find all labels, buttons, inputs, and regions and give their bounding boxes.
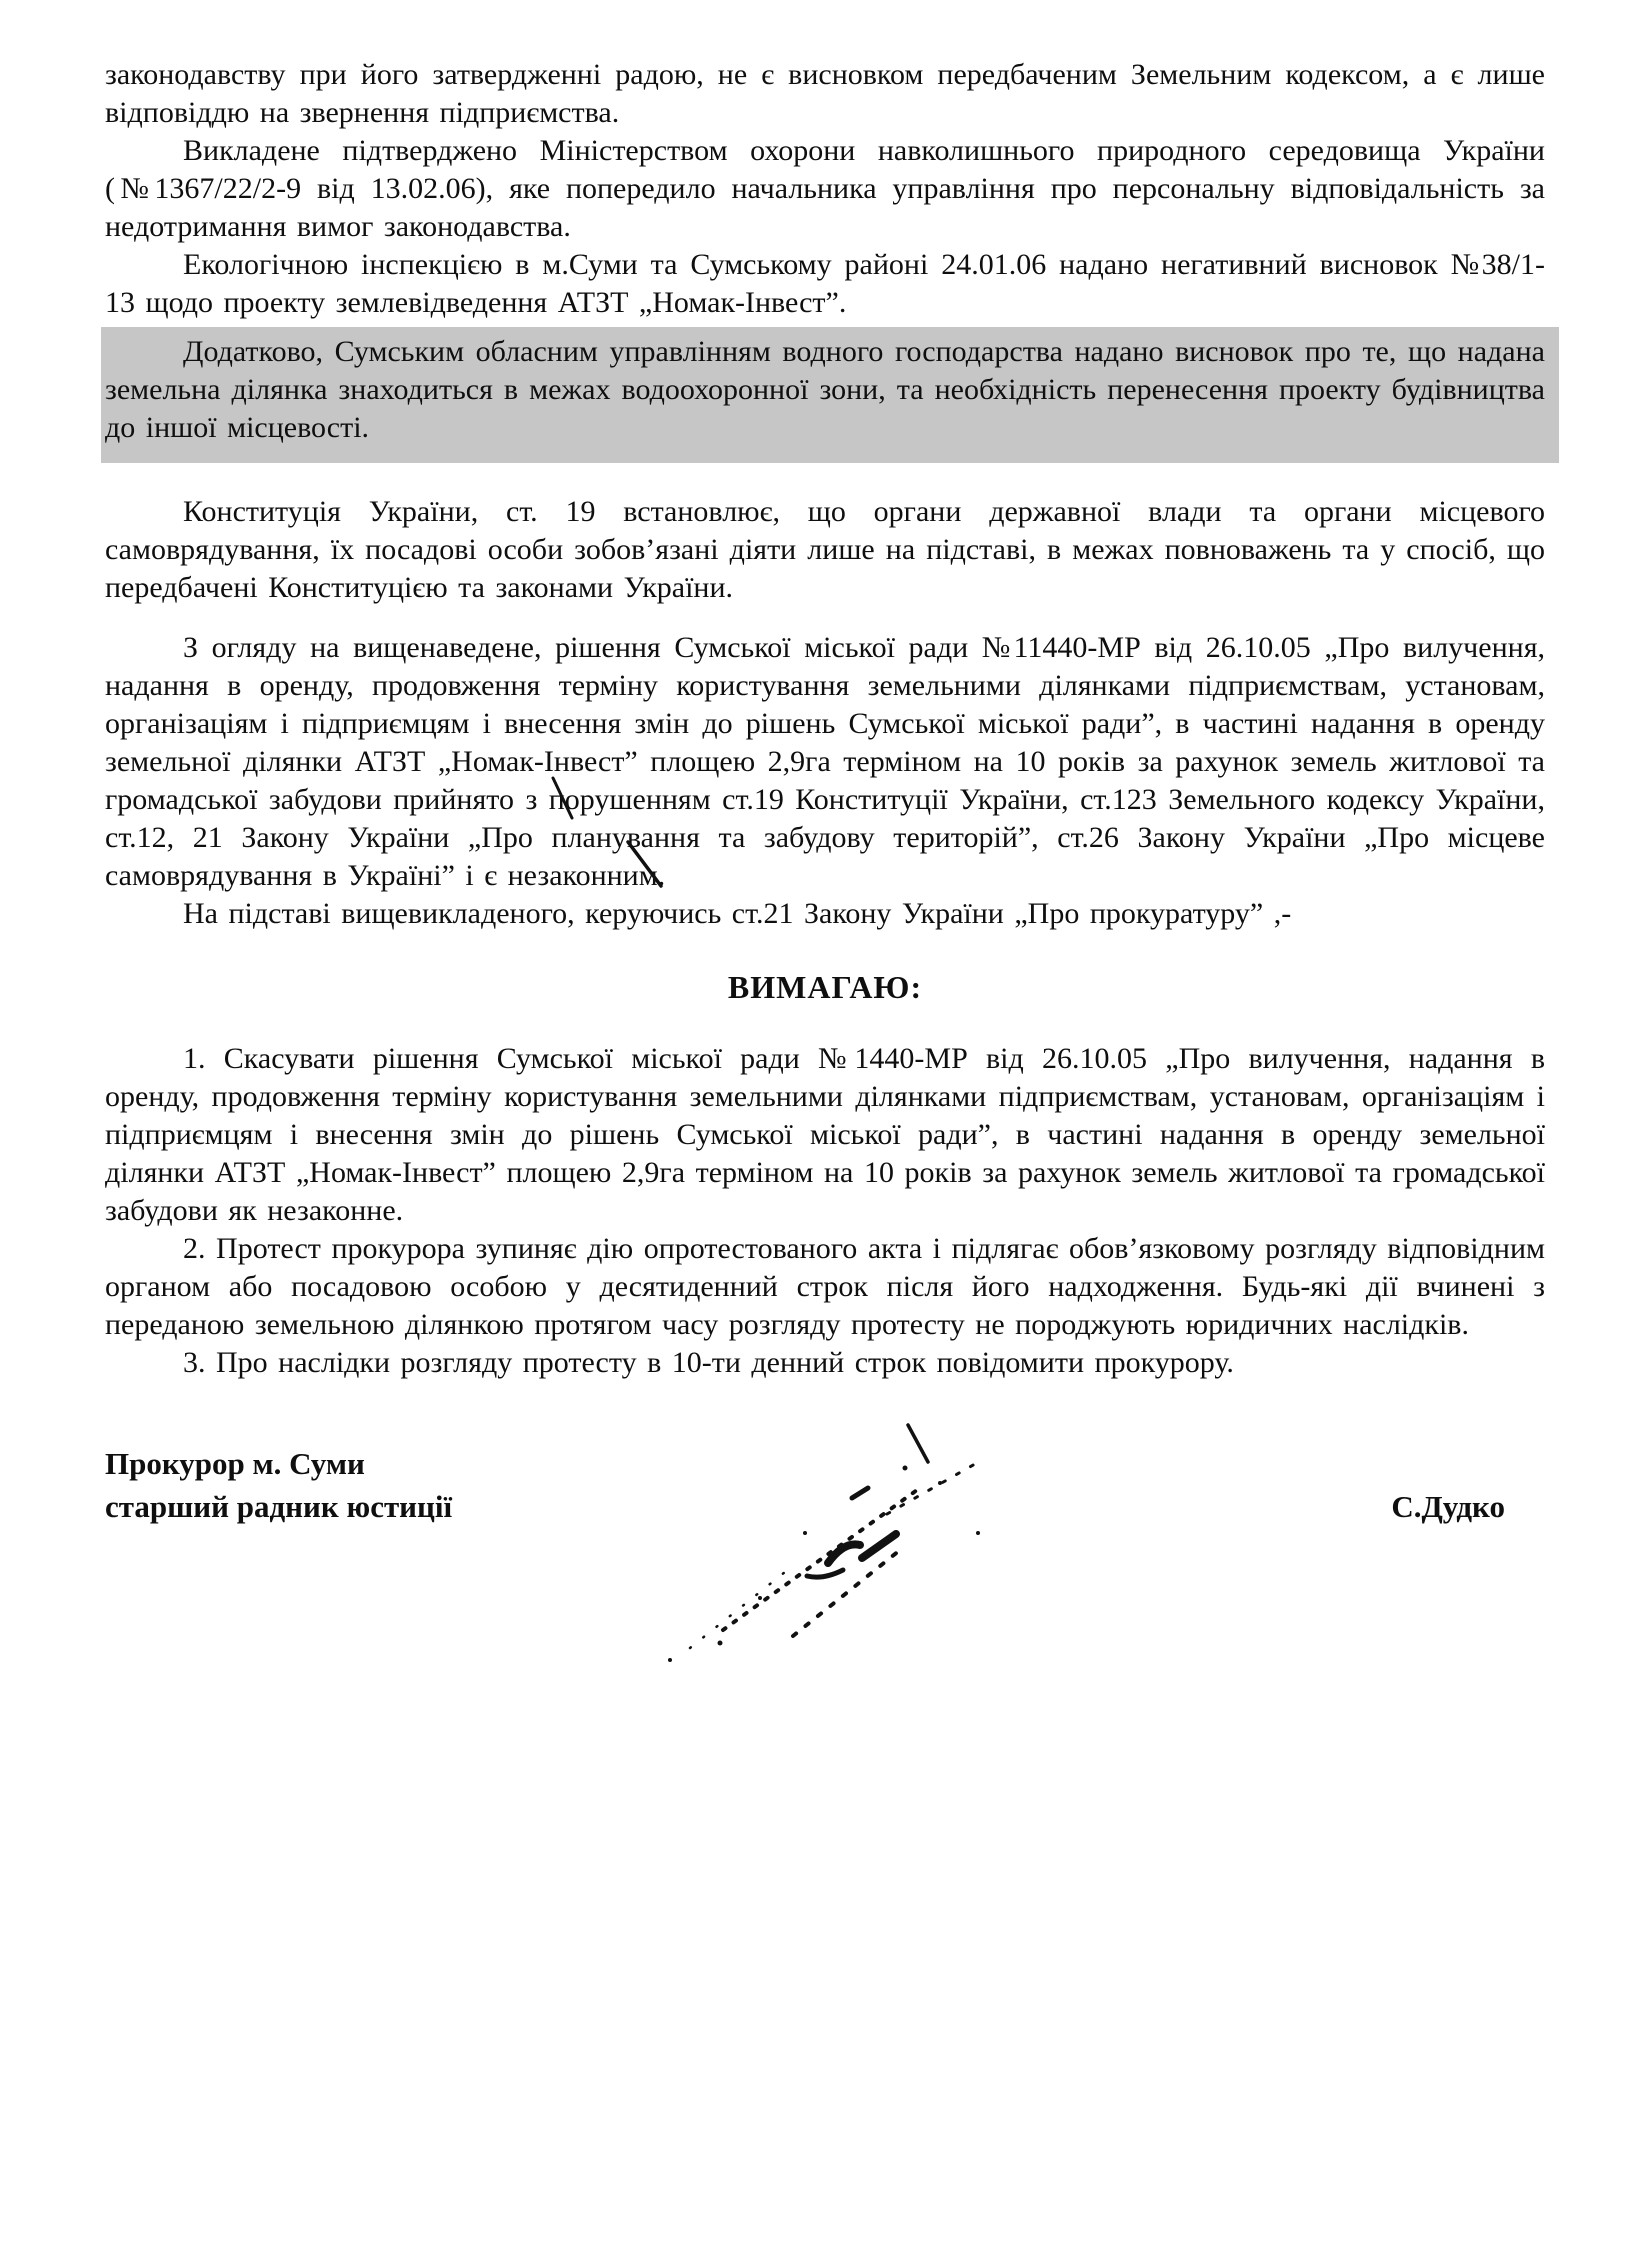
signer-title-line2: старший радник юстиції [105, 1489, 453, 1524]
paragraph: Конституція України, ст. 19 встановлює, що органи державної влади та органи місцевого самоврядування, їх посадові особи зобов’язані діяти лише на підставі, в межах повноважень та у спосіб, що передбачені Конституцією та законами України. [105, 495, 1545, 604]
signature-block [105, 1442, 1545, 1528]
demands-heading: ВИМАГАЮ: [727, 969, 923, 1005]
paragraph: Викладене підтверджено Міністерством охорони навколишнього природного середовища України (№1367/22/2-9 від 13.02.06), яке попередило начальника управління про персональну відповідальність за недотримання вимог законодавства. [105, 134, 1545, 243]
paragraph: Екологічною інспекцією в м.Суми та Сумському районі 24.01.06 надано негативний висновок №38/1-13 щодо проекту землевідведення АТЗТ „Номак-Інвест”. [105, 248, 1545, 319]
paragraph: На підставі вищевикладеного, керуючись ст.21 Закону України „Про прокуратуру” ,- [183, 897, 1292, 930]
demand-item: 2. Протест прокурора зупиняє дію опротестованого акта і підлягає обов’язковому розгляду відповідним органом або посадовою особою у десятиденний строк після його надходження. Будь-які дії вчинені з переданою земельною ділянкою протягом часу розгляду протесту не породжують юридичних наслідків. [105, 1232, 1545, 1341]
demand-item: 3. Про наслідки розгляду протесту в 10-ти денний строк повідомити прокурору. [183, 1346, 1234, 1379]
signer-name: С.Дудко [1391, 1489, 1505, 1524]
paragraph-continuation: законодавству при його затвердженні радою, не є висновком передбаченим Земельним кодексом, а є лише відповіддю на звернення підприємства. [105, 58, 1545, 129]
signer-title [105, 1442, 452, 1528]
signer-title-line1: Прокурор м. Суми [105, 1446, 365, 1481]
highlighted-paragraph: Додатково, Сумським обласним управлінням водного господарства надано висновок про те, що надана земельна ділянка знаходиться в межах водоохоронної зони, та необхідність перенесення проекту будівництва до іншої місцевості. [101, 327, 1559, 463]
paragraph: З огляду на вищенаведене, рішення Сумської міської ради №11440-МР від 26.10.05 „Про вилучення, надання в оренду, продовження терміну користування земельними ділянками підприємствам, установам, організаціям і підприємцям і внесення змін до рішень Сумської міської ради”, в частині надання в оренду земельної ділянки АТЗТ „Номак-Інвест” площею 2,9га терміном на 10 років за рахунок земель житлової та громадської забудови прийнято з порушенням ст.19 Конституції України, ст.123 Земельного кодексу України, ст.12, 21 Закону України „Про планування та забудову територій”, ст.26 Закону України „Про місцеве самоврядування в Україні” і є незаконним. [105, 631, 1545, 892]
demand-item: 1. Скасувати рішення Сумської міської ради №1440-МР від 26.10.05 „Про вилучення, надання в оренду, продовження терміну користування земельними ділянками підприємствам, установам, організаціям і підприємцям і внесення змін до рішень Сумської міської ради”, в частині надання в оренду земельної ділянки АТЗТ „Номак-Інвест” площею 2,9га терміном на 10 років за рахунок земель житлової та громадської забудови як незаконне. [105, 1042, 1545, 1227]
document-body [105, 56, 1545, 1528]
